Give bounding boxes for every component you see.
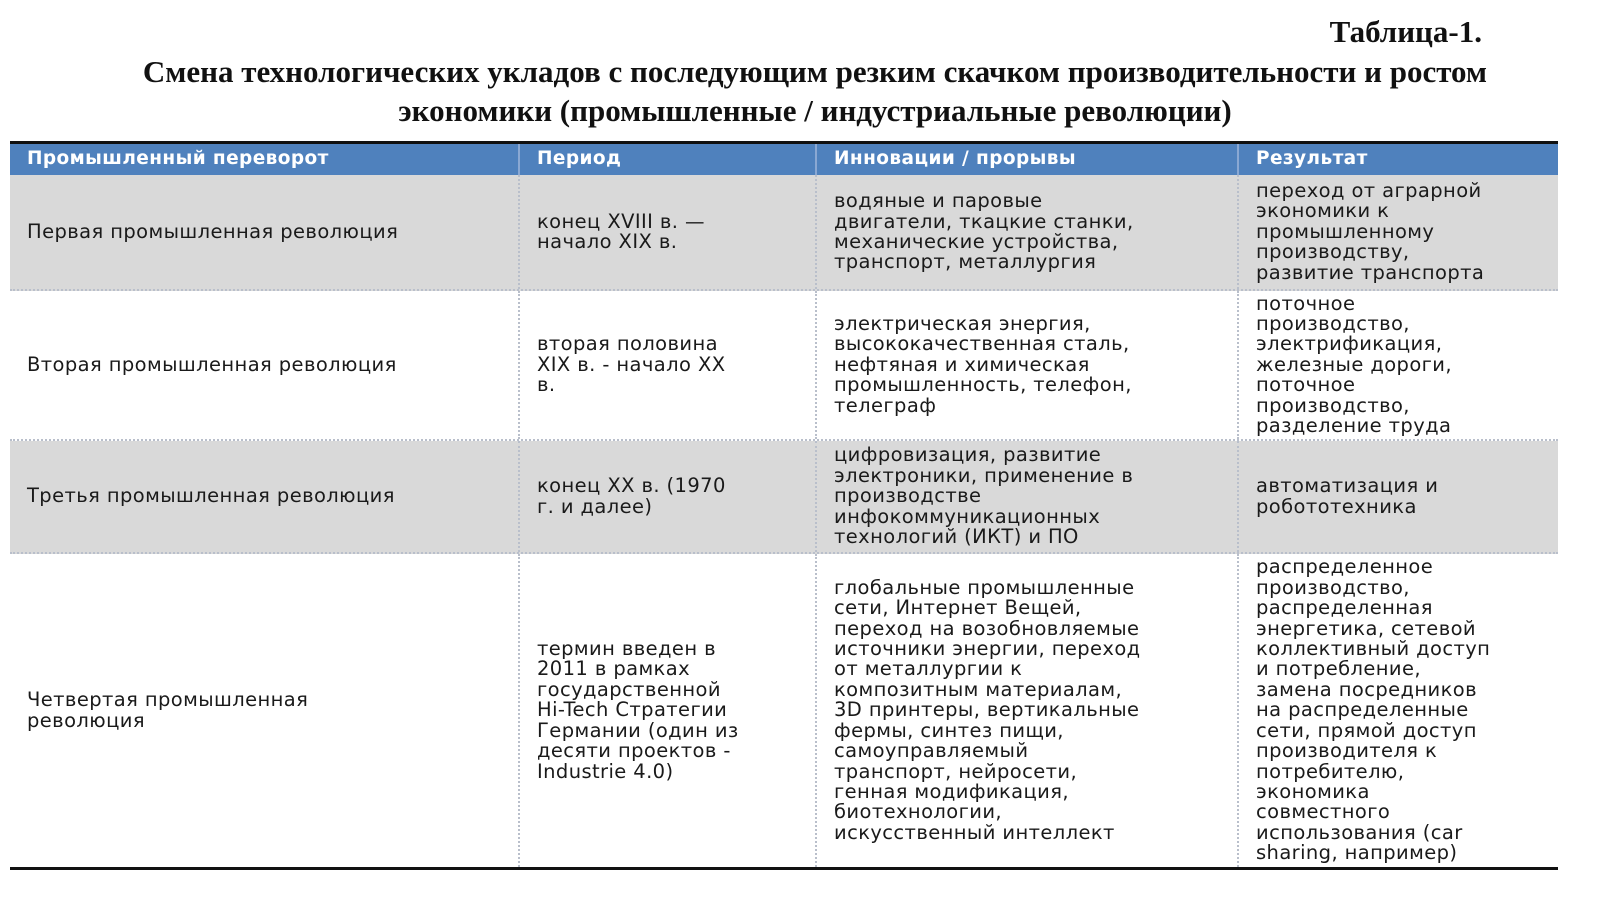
cell-innovations: цифровизация, развитие электроники, применение в производстве инфокоммуникационных технологий (ИКТ) и ПО (817, 441, 1239, 552)
cell-result: автоматизация и робототехника (1256, 474, 1439, 518)
table-row (10, 441, 1558, 554)
table-header-row (10, 144, 1558, 175)
revolutions-table (10, 141, 1558, 870)
cell-period: термин введен в 2011 в рамках государственной Hi-Tech Стратегии Германии (один из десяти проектов - Industrie 4.0) (520, 554, 817, 867)
cell-period: конец XVIII в. — начало XIX в. (520, 175, 817, 289)
document-title: Смена технологических укладов с последующим резким скачком производительности и ростом экономики (промышленные / индустриальные революции) (142, 54, 1488, 128)
cell-revolution: Третья промышленная революция (10, 441, 520, 552)
cell-revolution: Первая промышленная революция (10, 175, 520, 289)
cell-innovations: глобальные промышленные сети, Интернет Вещей, переход на возобновляемые источники энергии, переход от металлургии к композитным материалам, 3D принтеры, вертикальные фермы, синтез пищи, самоуправляемый транспорт, нейросети, генная модификация, биотехнологии, искусственный интеллект (817, 554, 1239, 867)
header-revolution: Промышленный переворот (10, 144, 520, 175)
cell-period: конец XX в. (1970 г. и далее) (520, 441, 817, 552)
cell-revolution: Четвертая промышленная революция (10, 554, 520, 867)
cell-period: вторая половина XIX в. - начало XX в. (520, 291, 817, 439)
cell-result: переход от аграрной экономики к промышленному производству, развитие транспорта (1256, 178, 1485, 284)
header-result: Результат (1256, 148, 1368, 170)
cell-innovations: электрическая энергия, высококачественная сталь, нефтяная и химическая промышленность, телефон, телеграф (817, 291, 1239, 439)
table-row (10, 291, 1558, 441)
cell-result: распределенное производство, распределенная энергетика, сетевой коллективный доступ и потребление, замена посредников на распределенные сети, прямой доступ производителя к потребителю, экономика совместного использования (car sharing, например) (1256, 555, 1491, 865)
cell-innovations: водяные и паровые двигатели, ткацкие станки, механические устройства, транспорт, металлургия (817, 175, 1239, 289)
header-innovations: Инновации / прорывы (817, 144, 1239, 175)
table-row (10, 554, 1558, 867)
table-row (10, 175, 1558, 291)
table-number-label: Таблица-1. (1329, 14, 1482, 49)
cell-revolution: Вторая промышленная революция (10, 291, 520, 439)
header-period: Период (520, 144, 817, 175)
cell-result: поточное производство, электрификация, железные дороги, поточное производство, разделение труда (1256, 291, 1452, 438)
